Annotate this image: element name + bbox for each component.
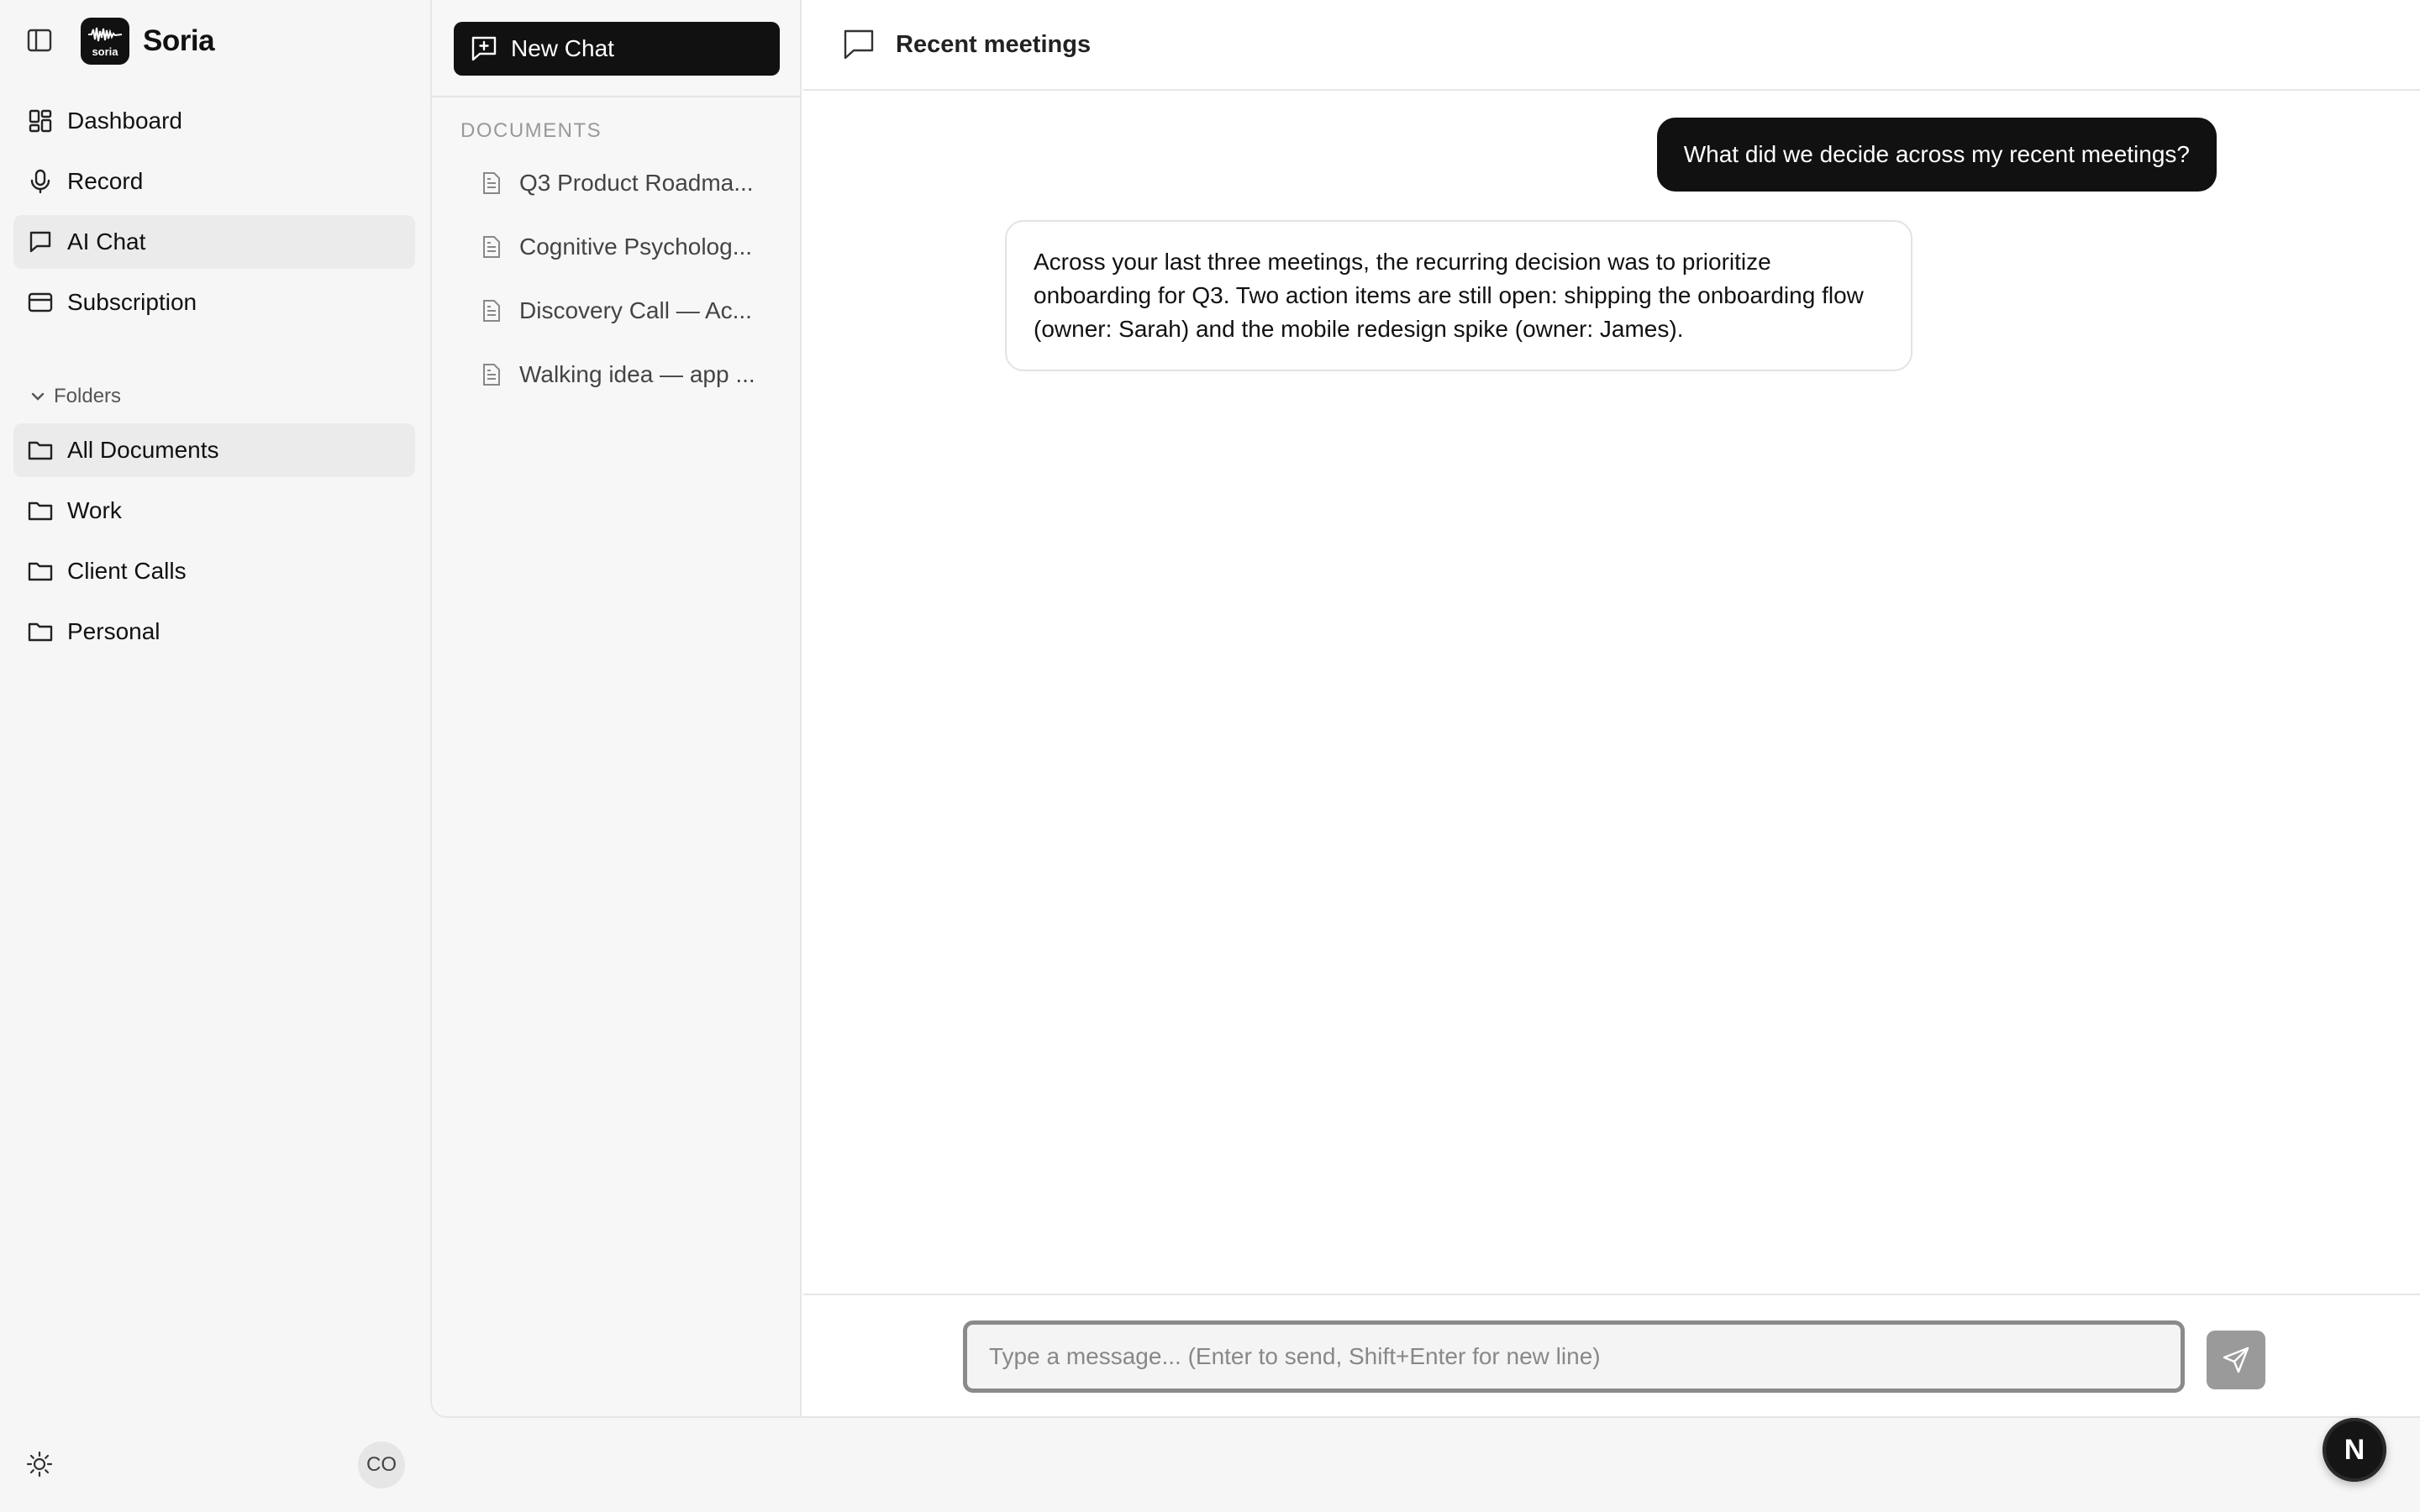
main-nav bbox=[13, 94, 415, 336]
message-input[interactable] bbox=[963, 1320, 2185, 1393]
folder-item-all-documents[interactable] bbox=[13, 423, 415, 477]
chat-icon bbox=[842, 28, 876, 61]
chat-pane bbox=[803, 0, 2420, 1418]
chevron-down-icon bbox=[29, 387, 47, 406]
document-icon bbox=[481, 299, 502, 323]
brand-logo bbox=[81, 18, 129, 65]
folder-list bbox=[13, 423, 415, 665]
send-button[interactable] bbox=[2207, 1331, 2265, 1389]
folder-item-label: All Documents bbox=[67, 437, 219, 463]
nav-item-record[interactable] bbox=[13, 155, 415, 208]
user-avatar[interactable]: CO bbox=[358, 1441, 405, 1488]
nav-item-label: Record bbox=[67, 168, 144, 194]
brand-logo-text: soria bbox=[92, 45, 118, 58]
folder-item-label: Client Calls bbox=[67, 558, 187, 584]
document-title: Q3 Product Roadma... bbox=[519, 170, 754, 196]
nav-item-dashboard[interactable] bbox=[13, 94, 415, 148]
brand-name: Soria bbox=[143, 24, 215, 57]
document-title: Discovery Call — Ac... bbox=[519, 297, 752, 323]
folder-item-label: Work bbox=[67, 497, 122, 523]
document-list bbox=[454, 156, 780, 412]
folder-item-work[interactable] bbox=[13, 484, 415, 538]
folder-icon bbox=[27, 618, 54, 645]
folder-item-label: Personal bbox=[67, 618, 160, 644]
brand[interactable] bbox=[81, 17, 214, 66]
send-icon bbox=[2222, 1346, 2250, 1374]
mic-icon bbox=[27, 168, 54, 195]
chat-header bbox=[803, 0, 2420, 91]
user-message: What did we decide across my recent meetings? bbox=[1657, 118, 2217, 192]
document-item[interactable] bbox=[454, 284, 780, 338]
main-card bbox=[430, 0, 2420, 1418]
composer bbox=[803, 1294, 2420, 1418]
folders-toggle[interactable] bbox=[29, 381, 121, 412]
assistant-message: Across your last three meetings, the recurring decision was to prioritize onboarding for Q3. Two action items are still open: shipping the onboarding flow (owner: Sarah) and the mobile redesign spike (owner: James). bbox=[1005, 220, 1912, 371]
theme-toggle-sun-icon[interactable] bbox=[25, 1450, 54, 1478]
chat-icon bbox=[27, 228, 54, 255]
document-title: Cognitive Psycholog... bbox=[519, 234, 753, 260]
document-title: Walking idea — app ... bbox=[519, 361, 755, 387]
grid-icon bbox=[27, 108, 54, 134]
document-item[interactable] bbox=[454, 156, 780, 210]
document-icon bbox=[481, 235, 502, 259]
folder-icon bbox=[27, 437, 54, 464]
new-chat-label: New Chat bbox=[511, 35, 614, 61]
folder-icon bbox=[27, 558, 54, 585]
folder-icon bbox=[27, 497, 54, 524]
document-icon bbox=[481, 171, 502, 195]
card-icon bbox=[27, 289, 54, 316]
dev-tools-badge[interactable]: N bbox=[2323, 1418, 2386, 1482]
folder-item-personal[interactable] bbox=[13, 605, 415, 659]
nav-item-label: AI Chat bbox=[67, 228, 146, 255]
nav-item-subscription[interactable] bbox=[13, 276, 415, 329]
nav-item-label: Subscription bbox=[67, 289, 197, 315]
nav-item-label: Dashboard bbox=[67, 108, 182, 134]
sidebar-toggle-icon[interactable] bbox=[25, 27, 54, 54]
folder-item-client-calls[interactable] bbox=[13, 544, 415, 598]
document-icon bbox=[481, 363, 502, 386]
divider bbox=[432, 96, 802, 97]
documents-section-label: DOCUMENTS bbox=[460, 119, 602, 142]
new-chat-icon bbox=[471, 35, 497, 62]
sidebar bbox=[0, 0, 429, 1512]
chat-title: Recent meetings bbox=[896, 30, 1092, 58]
folders-heading: Folders bbox=[54, 385, 122, 407]
document-item[interactable] bbox=[454, 348, 780, 402]
new-chat-button[interactable] bbox=[454, 22, 780, 76]
documents-pane bbox=[432, 0, 802, 1418]
nav-item-ai-chat[interactable] bbox=[13, 215, 415, 269]
document-item[interactable] bbox=[454, 220, 780, 274]
